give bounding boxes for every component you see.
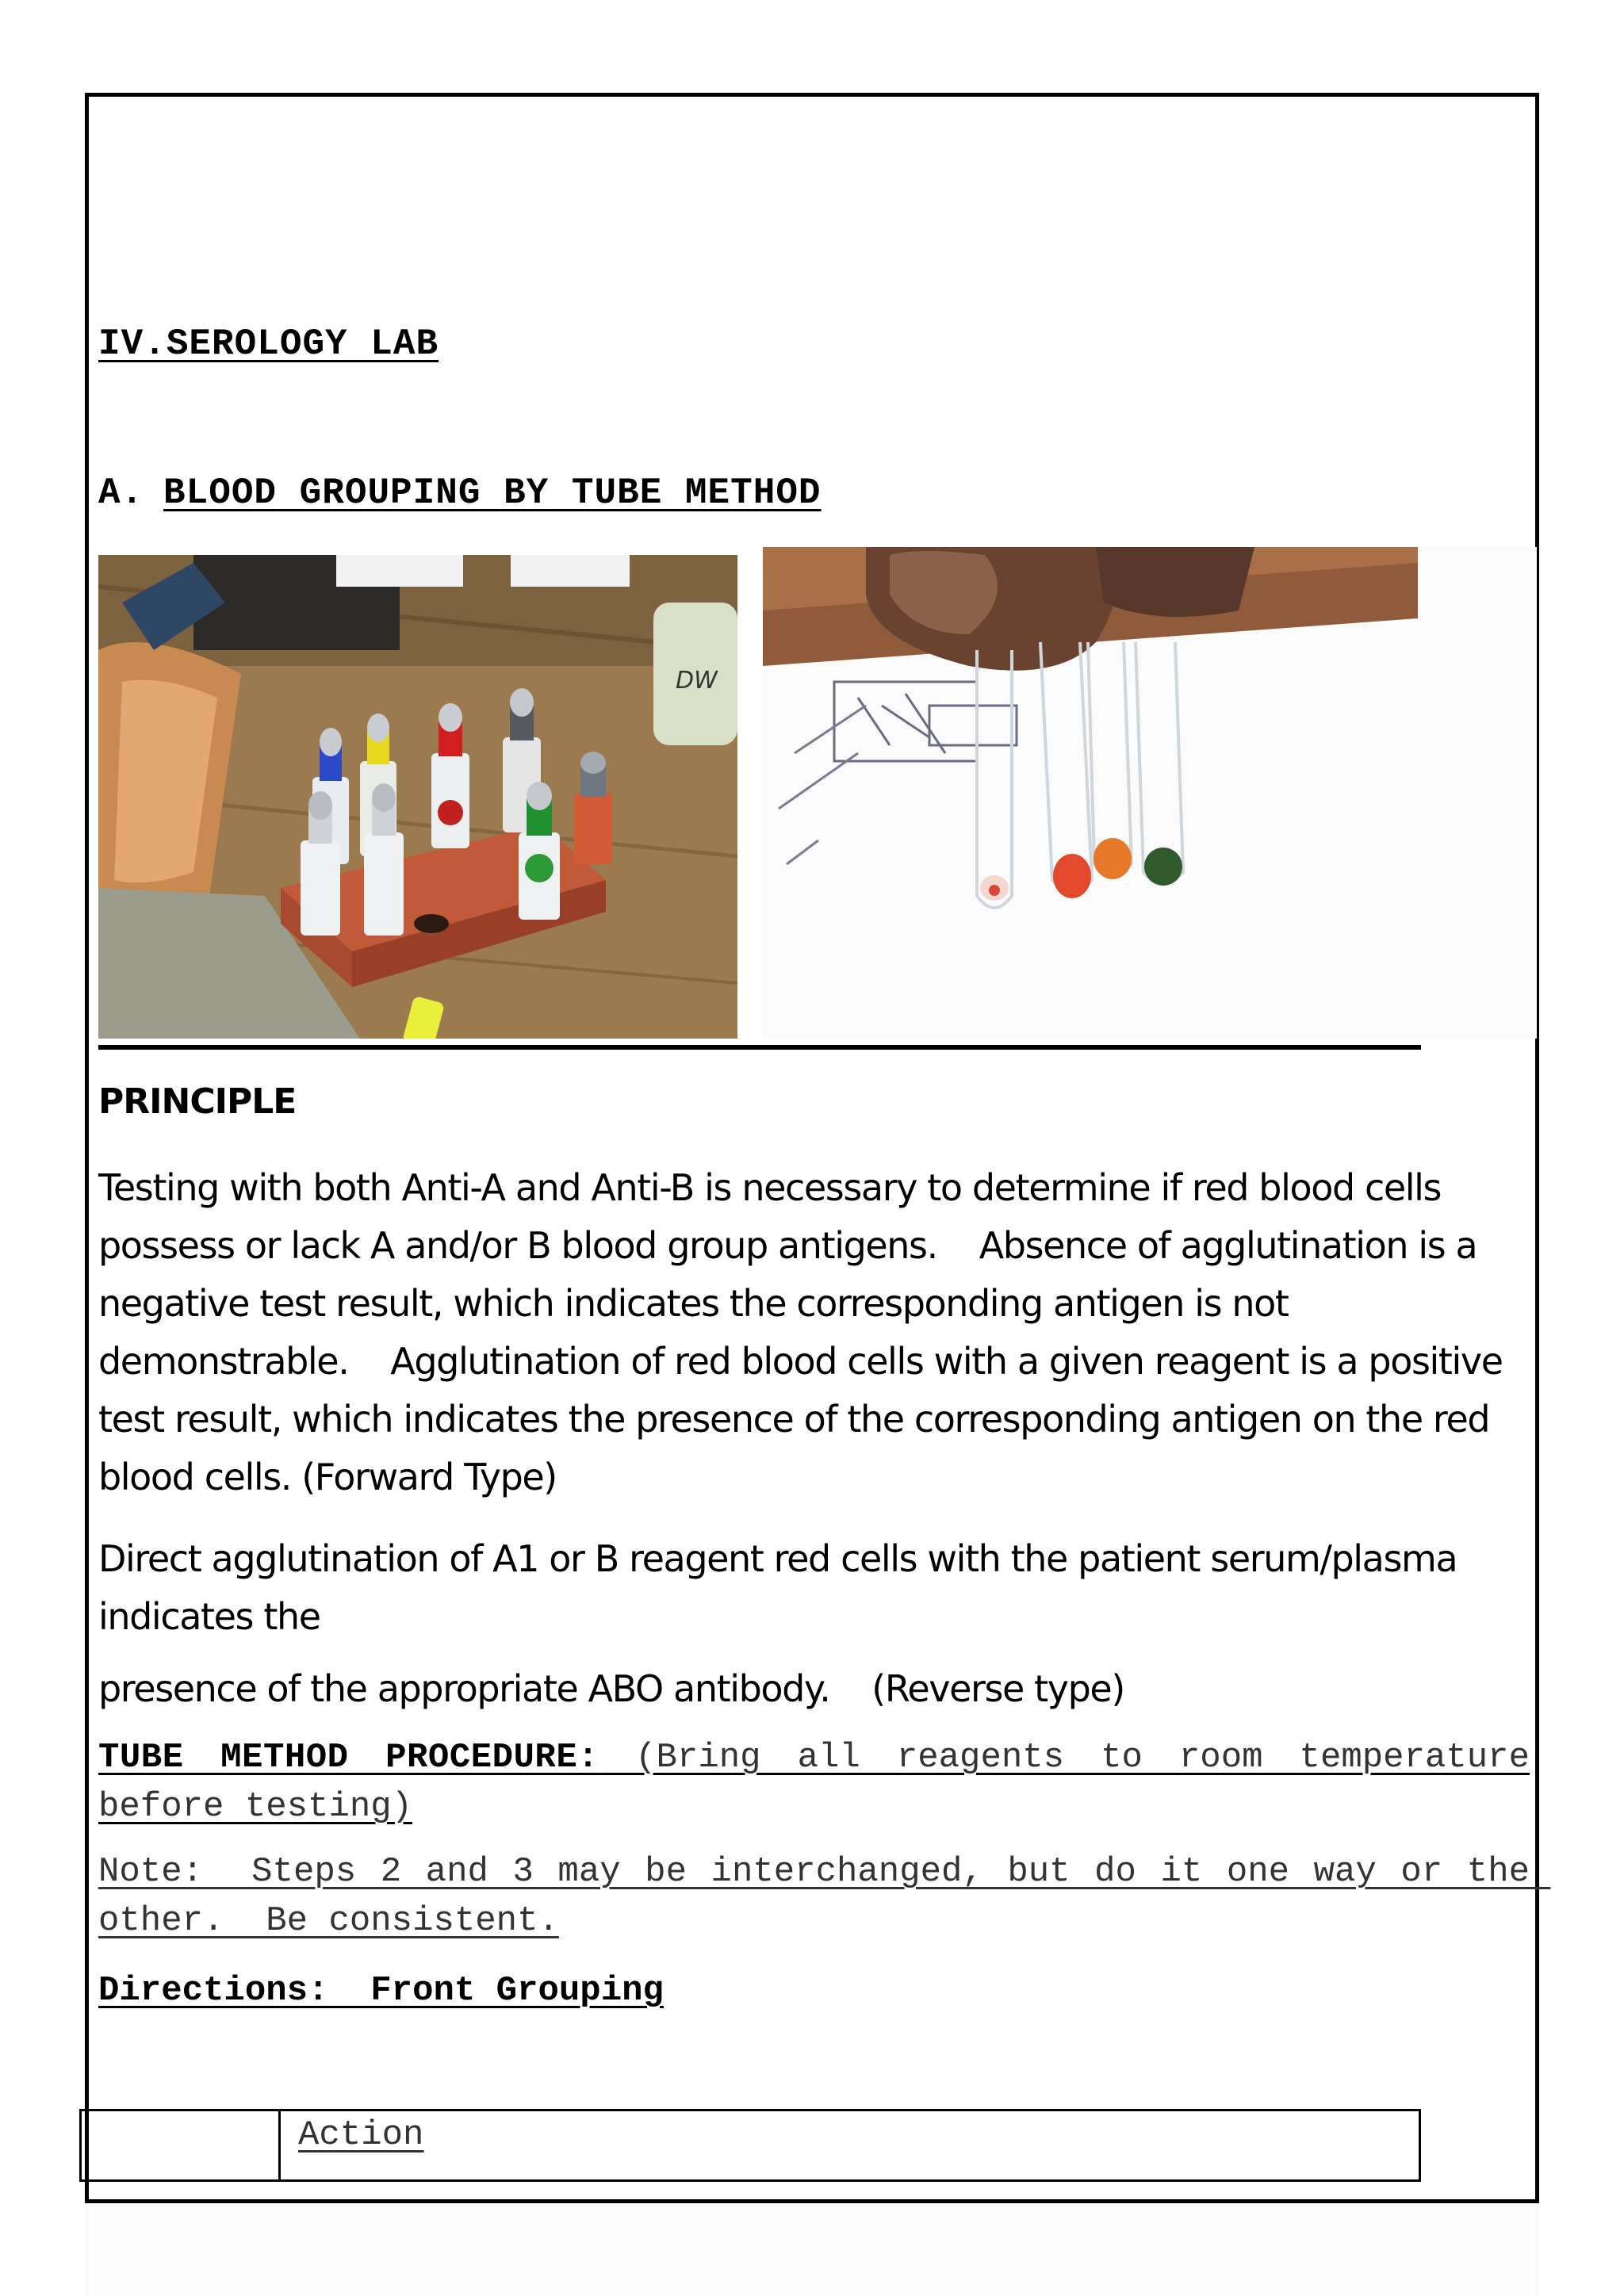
section-title: IV.SEROLOGY LAB	[98, 323, 439, 365]
subsection-title: BLOOD GROUPING BY TUBE METHOD	[163, 473, 822, 514]
directions-heading: Directions: Front Grouping	[98, 1971, 664, 2011]
principle-heading: PRINCIPLE	[98, 1081, 297, 1122]
table-action-header: Action	[298, 2115, 424, 2155]
photo-margin-band	[1418, 547, 1537, 1039]
subsection-letter: A.	[98, 473, 144, 514]
reagent-bottles-illustration	[98, 555, 737, 1039]
photo-divider	[98, 1045, 1421, 1050]
procedure-label: TUBE METHOD PROCEDURE:	[98, 1738, 599, 1777]
procedure-heading	[98, 1733, 1530, 1831]
principle-paragraph-forward: Testing with both Anti-A and Anti-B is necessary to determine if red blood cells possess or lack A and/or B blood group antigens. Absence of agglutination is a negative test result, which indicates the corresponding antigen is not demonstrable. Agglutination of red blood cells with a given reagent is a positive test result, which indicates the presence of the corresponding antigen on the red blood cells. (Forward Type)	[98, 1166, 1513, 1498]
test-tubes-illustration	[763, 547, 1418, 1039]
principle-paragraph-reverse-start: Direct agglutination of A1 or B reagent red cells with the patient serum/plasma indicates the	[98, 1537, 1457, 1638]
table-step-cell	[82, 2111, 281, 2179]
principle-paragraph-reverse-end: presence of the appropriate ABO antibody. (Reverse type)	[98, 1667, 1124, 1710]
page-footer-band	[85, 2204, 1539, 2296]
dw-bottle-label: DW	[676, 667, 718, 695]
test-tubes-photo	[763, 547, 1418, 1039]
reagent-bottles-photo	[98, 555, 737, 1039]
procedure-table	[79, 2109, 1421, 2182]
procedure-note: Note: Steps 2 and 3 may be interchanged, but do it one way or the other. Be consistent.	[98, 1852, 1551, 1941]
procedure-instruction: (Bring all reagents to room temperature before testing)	[98, 1738, 1530, 1827]
